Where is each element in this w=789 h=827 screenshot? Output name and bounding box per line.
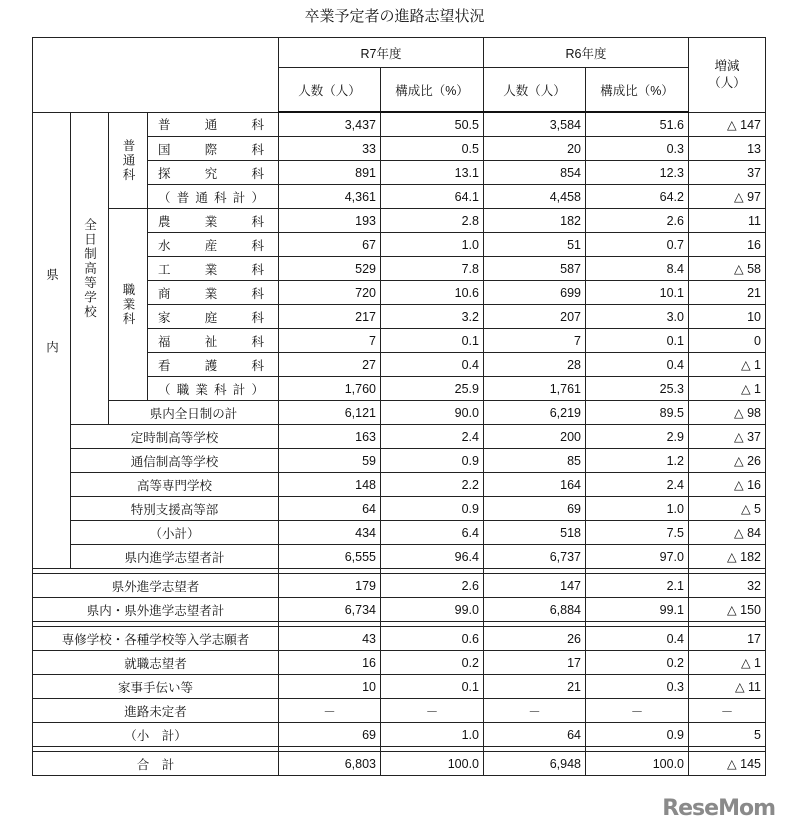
side-label-kennai: 県内 — [33, 112, 71, 569]
row-label: 定時制高等学校 — [71, 425, 279, 449]
r7-count: 148 — [279, 473, 381, 497]
r6-ratio: 99.1 — [586, 598, 689, 622]
r6-count: 6,884 — [484, 598, 586, 622]
r7-count: 529 — [279, 257, 381, 281]
page-title: 卒業予定者の進路志望状況 — [304, 8, 485, 25]
resemom-logo: ReseMom — [662, 796, 775, 821]
table-row — [33, 497, 766, 521]
row-label: （職業科計） — [148, 377, 279, 401]
career-plan-table — [32, 37, 766, 776]
r7-ratio: 0.2 — [381, 651, 484, 675]
r7-ratio: 0.5 — [381, 137, 484, 161]
diff: － — [689, 699, 766, 723]
diff: △ 145 — [689, 752, 766, 776]
r6-count: 64 — [484, 723, 586, 747]
r6-count: 182 — [484, 209, 586, 233]
r7-ratio: 96.4 — [381, 545, 484, 569]
header-r6-count: 人数（人） — [484, 68, 586, 113]
r6-ratio: 0.4 — [586, 353, 689, 377]
r7-ratio: 100.0 — [381, 752, 484, 776]
diff: △ 1 — [689, 353, 766, 377]
r6-ratio: 0.2 — [586, 651, 689, 675]
table-row — [33, 723, 766, 747]
r7-ratio: 0.1 — [381, 329, 484, 353]
r7-count: 16 — [279, 651, 381, 675]
diff: 16 — [689, 233, 766, 257]
r6-count: 164 — [484, 473, 586, 497]
r6-count: － — [484, 699, 586, 723]
table-row — [33, 112, 766, 137]
r7-ratio: 2.6 — [381, 574, 484, 598]
diff: △ 1 — [689, 651, 766, 675]
r6-ratio: 7.5 — [586, 521, 689, 545]
table-row — [33, 699, 766, 723]
r6-count: 1,761 — [484, 377, 586, 401]
r6-ratio: 12.3 — [586, 161, 689, 185]
r6-count: 7 — [484, 329, 586, 353]
r7-count: 7 — [279, 329, 381, 353]
r6-count: 200 — [484, 425, 586, 449]
table-row — [33, 521, 766, 545]
r7-ratio: 3.2 — [381, 305, 484, 329]
r6-count: 854 — [484, 161, 586, 185]
row-label: 特別支援高等部 — [71, 497, 279, 521]
diff: 10 — [689, 305, 766, 329]
r7-ratio: 1.0 — [381, 723, 484, 747]
diff: △ 98 — [689, 401, 766, 425]
row-label: （小計） — [71, 521, 279, 545]
row-label: 合 計 — [33, 752, 279, 776]
r7-count: 4,361 — [279, 185, 381, 209]
r7-ratio: 0.4 — [381, 353, 484, 377]
diff: 17 — [689, 627, 766, 651]
table-row — [33, 752, 766, 776]
r7-count: 720 — [279, 281, 381, 305]
r6-ratio: 25.3 — [586, 377, 689, 401]
diff: △ 5 — [689, 497, 766, 521]
row-label: （普通科計） — [148, 185, 279, 209]
diff: △ 37 — [689, 425, 766, 449]
r6-ratio: 0.7 — [586, 233, 689, 257]
r7-count: 3,437 — [279, 112, 381, 137]
r7-ratio: 1.0 — [381, 233, 484, 257]
diff: △ 26 — [689, 449, 766, 473]
r7-count: 891 — [279, 161, 381, 185]
header-diff: 増減 （人） — [689, 38, 766, 113]
r6-count: 147 — [484, 574, 586, 598]
r7-ratio: 2.4 — [381, 425, 484, 449]
diff: △ 182 — [689, 545, 766, 569]
diff: 5 — [689, 723, 766, 747]
r7-count: 10 — [279, 675, 381, 699]
r7-count: 163 — [279, 425, 381, 449]
r6-count: 6,948 — [484, 752, 586, 776]
row-label: 国 際 科 — [148, 137, 279, 161]
r7-ratio: 0.9 — [381, 497, 484, 521]
r7-count: 33 — [279, 137, 381, 161]
row-label: 通信制高等学校 — [71, 449, 279, 473]
r6-ratio: 0.1 — [586, 329, 689, 353]
r7-count: 179 — [279, 574, 381, 598]
row-label: 専修学校・各種学校等入学志願者 — [33, 627, 279, 651]
diff: △ 1 — [689, 377, 766, 401]
diff: △ 58 — [689, 257, 766, 281]
table-row — [33, 473, 766, 497]
table-row — [33, 545, 766, 569]
r7-ratio: 90.0 — [381, 401, 484, 425]
r6-count: 518 — [484, 521, 586, 545]
diff: △ 84 — [689, 521, 766, 545]
r7-count: 59 — [279, 449, 381, 473]
r7-count: － — [279, 699, 381, 723]
r7-ratio: 0.9 — [381, 449, 484, 473]
r7-ratio: 13.1 — [381, 161, 484, 185]
table-row — [33, 574, 766, 598]
row-label: 商 業 科 — [148, 281, 279, 305]
r7-ratio: 50.5 — [381, 112, 484, 137]
r6-count: 6,737 — [484, 545, 586, 569]
r6-count: 26 — [484, 627, 586, 651]
r7-count: 1,760 — [279, 377, 381, 401]
r6-ratio: 0.4 — [586, 627, 689, 651]
row-label: 探 究 科 — [148, 161, 279, 185]
row-label: 看 護 科 — [148, 353, 279, 377]
row-label: 水 産 科 — [148, 233, 279, 257]
header-r6: R6年度 — [484, 38, 689, 68]
r6-ratio: 10.1 — [586, 281, 689, 305]
r6-ratio: 1.2 — [586, 449, 689, 473]
table-row — [33, 449, 766, 473]
r6-ratio: 97.0 — [586, 545, 689, 569]
r7-count: 193 — [279, 209, 381, 233]
r6-count: 3,584 — [484, 112, 586, 137]
r7-count: 64 — [279, 497, 381, 521]
table-row — [33, 598, 766, 622]
r6-ratio: 51.6 — [586, 112, 689, 137]
side-label-zennichi: 全日制高等学校 — [71, 112, 109, 425]
r7-ratio: 10.6 — [381, 281, 484, 305]
row-label: 県内・県外進学志望者計 — [33, 598, 279, 622]
r6-count: 69 — [484, 497, 586, 521]
row-label: （小 計） — [33, 723, 279, 747]
diff: △ 147 — [689, 112, 766, 137]
r6-count: 51 — [484, 233, 586, 257]
r6-count: 6,219 — [484, 401, 586, 425]
r6-ratio: 8.4 — [586, 257, 689, 281]
r7-count: 43 — [279, 627, 381, 651]
r6-ratio: 89.5 — [586, 401, 689, 425]
r6-count: 17 — [484, 651, 586, 675]
r7-count: 27 — [279, 353, 381, 377]
header-r7-ratio: 構成比（%） — [381, 68, 484, 113]
table-row — [33, 209, 766, 233]
diff: △ 11 — [689, 675, 766, 699]
r6-ratio: 64.2 — [586, 185, 689, 209]
row-label: 工 業 科 — [148, 257, 279, 281]
table-row — [33, 627, 766, 651]
row-label: 就職志望者 — [33, 651, 279, 675]
row-label: 農 業 科 — [148, 209, 279, 233]
diff: △ 16 — [689, 473, 766, 497]
diff: 13 — [689, 137, 766, 161]
r7-count: 69 — [279, 723, 381, 747]
r6-count: 4,458 — [484, 185, 586, 209]
table-row — [33, 401, 766, 425]
r6-count: 20 — [484, 137, 586, 161]
diff: △ 97 — [689, 185, 766, 209]
r6-ratio: 3.0 — [586, 305, 689, 329]
row-label: 普 通 科 — [148, 112, 279, 137]
r6-count: 207 — [484, 305, 586, 329]
r7-count: 6,803 — [279, 752, 381, 776]
r6-ratio: － — [586, 699, 689, 723]
table-row — [33, 425, 766, 449]
r7-ratio: 7.8 — [381, 257, 484, 281]
r7-ratio: 2.8 — [381, 209, 484, 233]
diff: 37 — [689, 161, 766, 185]
r6-count: 28 — [484, 353, 586, 377]
row-label: 家事手伝い等 — [33, 675, 279, 699]
r6-ratio: 1.0 — [586, 497, 689, 521]
r7-ratio: 6.4 — [381, 521, 484, 545]
header-corner — [33, 38, 279, 113]
r6-count: 21 — [484, 675, 586, 699]
row-label: 進路未定者 — [33, 699, 279, 723]
r7-ratio: 0.6 — [381, 627, 484, 651]
r7-count: 434 — [279, 521, 381, 545]
table-row — [33, 651, 766, 675]
r7-ratio: 0.1 — [381, 675, 484, 699]
table-row — [33, 675, 766, 699]
side-label-shokugyo: 職業科 — [109, 209, 148, 401]
r6-count: 587 — [484, 257, 586, 281]
diff: 11 — [689, 209, 766, 233]
r6-ratio: 2.6 — [586, 209, 689, 233]
r7-count: 6,555 — [279, 545, 381, 569]
r7-ratio: 25.9 — [381, 377, 484, 401]
row-label: 家 庭 科 — [148, 305, 279, 329]
header-r7-count: 人数（人） — [279, 68, 381, 113]
header-r6-ratio: 構成比（%） — [586, 68, 689, 113]
row-label: 福 祉 科 — [148, 329, 279, 353]
r7-count: 6,734 — [279, 598, 381, 622]
diff: △ 150 — [689, 598, 766, 622]
r6-ratio: 0.3 — [586, 137, 689, 161]
r6-count: 699 — [484, 281, 586, 305]
row-label: 県内進学志望者計 — [71, 545, 279, 569]
r7-count: 217 — [279, 305, 381, 329]
side-label-futsuka: 普通科 — [109, 112, 148, 209]
r6-ratio: 0.3 — [586, 675, 689, 699]
row-label: 県内全日制の計 — [109, 401, 279, 425]
r7-ratio: 99.0 — [381, 598, 484, 622]
r6-ratio: 0.9 — [586, 723, 689, 747]
diff: 21 — [689, 281, 766, 305]
row-label: 高等専門学校 — [71, 473, 279, 497]
r6-count: 85 — [484, 449, 586, 473]
r6-ratio: 2.9 — [586, 425, 689, 449]
r7-ratio: － — [381, 699, 484, 723]
diff: 32 — [689, 574, 766, 598]
r6-ratio: 100.0 — [586, 752, 689, 776]
r7-ratio: 2.2 — [381, 473, 484, 497]
r6-ratio: 2.1 — [586, 574, 689, 598]
row-label: 県外進学志望者 — [33, 574, 279, 598]
diff: 0 — [689, 329, 766, 353]
r7-ratio: 64.1 — [381, 185, 484, 209]
r6-ratio: 2.4 — [586, 473, 689, 497]
header-r7: R7年度 — [279, 38, 484, 68]
r7-count: 6,121 — [279, 401, 381, 425]
r7-count: 67 — [279, 233, 381, 257]
